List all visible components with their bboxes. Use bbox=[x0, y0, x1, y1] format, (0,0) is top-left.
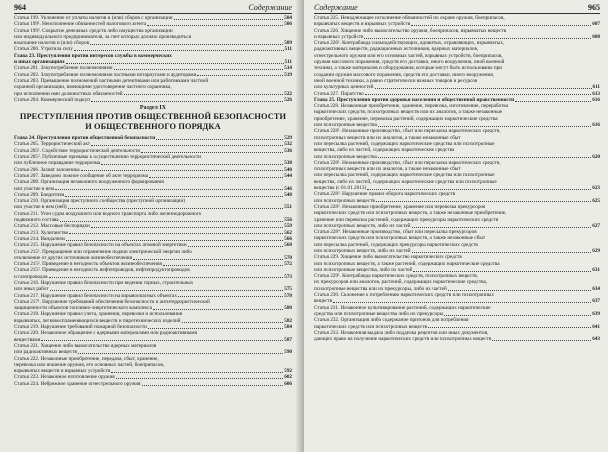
toc-leader-dots bbox=[91, 144, 283, 146]
toc-page-number: 572 bbox=[284, 261, 292, 268]
toc-entry-text: Глава 24. Преступления против общественной безопасности bbox=[14, 135, 156, 142]
toc-entry-text: Статья 213. Хулиганство bbox=[14, 229, 69, 236]
toc-entry-text: наркотических средств или психотропных веществ, а также незаконные приобретение, bbox=[314, 210, 507, 217]
toc-entry-text: Статья 205. Террористический акт bbox=[14, 141, 91, 148]
toc-entry-text: подвижного состава bbox=[14, 217, 59, 224]
toc-leader-dots bbox=[147, 24, 283, 26]
toc-page-number: 616 bbox=[592, 96, 600, 103]
toc-entry-text: или психотропные вещества, либо их частей bbox=[314, 266, 413, 273]
toc-page-number: 566 bbox=[284, 235, 292, 242]
left-page-header bbox=[14, 3, 292, 14]
toc-leader-dots bbox=[116, 377, 284, 379]
toc-entry-text: Статья 204. Коммерческий подкуп bbox=[14, 96, 90, 103]
toc-entry-text: или пересылка растений, содержащих наркотические средства или психотропные bbox=[314, 172, 495, 179]
toc-entry-text: взыскание налогов и (или) сборов bbox=[14, 40, 90, 47]
toc-entry-text: или публичное оправдание терроризма bbox=[14, 160, 101, 167]
section-label: Раздел IX bbox=[139, 105, 167, 112]
toc-page-number: 637 bbox=[592, 298, 600, 305]
toc-leader-dots bbox=[428, 326, 591, 328]
toc-entry-text: Статья 215. Нарушение правил безопасности на объектах атомной энергетики bbox=[14, 242, 187, 249]
toc-entry-text: или психотропные вещества bbox=[314, 122, 377, 129]
toc-entry-text: Статья 205². Публичные призывы к осуществлению террористической деятельности bbox=[14, 154, 202, 161]
toc-page-number: 643 bbox=[592, 336, 600, 343]
toc-page-number: 631 bbox=[592, 266, 600, 273]
toc-entry-text: Статья 221. Хищение либо вымогательство ядерных материалов bbox=[14, 342, 157, 349]
toc-page-number: 506 bbox=[284, 21, 292, 28]
toc-entry-text: Статья 212. Массовые беспорядки bbox=[14, 223, 90, 230]
left-toc-list-bottom bbox=[14, 135, 292, 387]
toc-entry-text: веществ bbox=[314, 298, 333, 305]
toc-page-number: 551 bbox=[284, 204, 292, 211]
toc-leader-dots bbox=[101, 163, 283, 165]
toc-entry-row bbox=[14, 381, 292, 387]
toc-entry-text: Статья 218. Нарушение правил учета, хранения, перевозки и использования bbox=[14, 311, 183, 318]
toc-leader-dots bbox=[492, 339, 591, 341]
toc-entry-row bbox=[14, 97, 292, 103]
toc-leader-dots bbox=[182, 321, 284, 323]
toc-entry-text: Статья 207. Заведомо ложное сообщение об акте терроризма bbox=[14, 172, 149, 179]
toc-leader-dots bbox=[367, 188, 591, 190]
toc-page-number: 538 bbox=[284, 160, 292, 167]
toc-page-number: 568 bbox=[284, 242, 292, 249]
toc-leader-dots bbox=[149, 176, 283, 178]
toc-entry-text: Статья 232. Организация либо содержание притонов для потребления bbox=[314, 317, 469, 324]
toc-leader-dots bbox=[41, 339, 283, 341]
toc-leader-dots bbox=[111, 371, 283, 373]
toc-leader-dots bbox=[60, 220, 284, 222]
toc-entry-text: дающих право на получение наркотических средств или психотропных веществ bbox=[314, 336, 492, 343]
toc-entry-text: при исполнении ими должностных обязанностей bbox=[14, 90, 123, 97]
toc-leader-dots bbox=[66, 239, 283, 241]
toc-leader-dots bbox=[376, 200, 591, 202]
toc-page-number: 532 bbox=[284, 141, 292, 148]
toc-leader-dots bbox=[65, 195, 283, 197]
toc-entry-text: вещества (с 01.01.2013) bbox=[314, 185, 367, 192]
toc-entry-text: Статья 226¹. Контрабанда сильнодействующих, ядовитых, отравляющих, взрывчатых, bbox=[314, 40, 505, 47]
toc-entry-text: радиоактивных веществ, радиационных источников, ядерных материалов, bbox=[314, 46, 479, 53]
toc-page-number: 519 bbox=[284, 71, 292, 78]
toc-leader-dots bbox=[81, 169, 284, 171]
toc-leader-dots bbox=[69, 232, 283, 234]
toc-entry-text: Статья 228⁴. Незаконные производство, сбыт или пересылка прекурсоров bbox=[314, 229, 477, 236]
toc-entry-text: Глава 23. Преступления против интересов службы в коммерческих bbox=[14, 52, 172, 59]
toc-entry-text: Статья 210. Организация преступного сообщества (преступной организации) bbox=[14, 198, 185, 205]
toc-entry-text: Статья 228¹. Незаконные производство, сбыт или пересылка наркотических средств, bbox=[314, 128, 501, 135]
toc-page-number: 608 bbox=[592, 33, 600, 40]
toc-page-number: 639 bbox=[592, 310, 600, 317]
left-page-number: 964 bbox=[14, 3, 26, 12]
toc-entry-text: наркотических средств или психотропных веществ bbox=[314, 323, 427, 330]
left-page bbox=[0, 0, 300, 452]
toc-leader-dots bbox=[174, 18, 284, 20]
toc-entry-text: и иных организациях bbox=[14, 59, 65, 66]
toc-entry-text: перевозка или ношение оружия, его основных частей, боеприпасов, bbox=[14, 361, 165, 368]
toc-leader-dots bbox=[91, 100, 283, 102]
toc-page-number: 613 bbox=[592, 90, 600, 97]
toc-page-number: 575 bbox=[284, 286, 292, 293]
toc-page-number: 540 bbox=[284, 166, 292, 173]
toc-leader-dots bbox=[444, 314, 591, 316]
toc-leader-dots bbox=[412, 251, 592, 253]
toc-entry-text: или иных работ bbox=[14, 286, 49, 293]
toc-page-number: 616 bbox=[592, 122, 600, 129]
toc-entry-text: отключение от других источников жизнеобеспечения bbox=[14, 254, 132, 261]
toc-entry-text: Статья 220. Незаконное обращение с ядерными материалами или радиоактивными bbox=[14, 330, 198, 337]
toc-entry-text: психотропных веществ или их аналогов, а также незаконные сбыт bbox=[314, 134, 461, 141]
toc-entry-text: Статья 228². Нарушение правил оборота наркотических средств bbox=[314, 191, 456, 198]
toc-leader-dots bbox=[153, 308, 283, 310]
toc-leader-dots bbox=[141, 151, 283, 153]
toc-leader-dots bbox=[133, 258, 283, 260]
toc-page-number: 602 bbox=[284, 374, 292, 381]
toc-leader-dots bbox=[156, 138, 283, 140]
toc-page-number: 629 bbox=[592, 247, 600, 254]
toc-leader-dots bbox=[68, 207, 284, 209]
toc-page-number: 562 bbox=[284, 229, 292, 236]
toc-page-number: 511 bbox=[284, 59, 292, 66]
left-toc-list-top bbox=[14, 15, 292, 103]
section-title-line-1: ПРЕСТУПЛЕНИЯ ПРОТИВ ОБЩЕСТВЕННОЙ БЕЗОПАСНОСТИ bbox=[19, 112, 287, 122]
toc-entry-text: охранной организации, имеющими удостоверение частного охранника, bbox=[14, 84, 172, 91]
toc-page-number: 509 bbox=[284, 40, 292, 47]
toc-entry-text: Статья 217¹. Нарушение требований обеспечения безопасности и антитеррористической bbox=[14, 298, 210, 305]
toc-entry-text: или психотропные вещества bbox=[314, 153, 377, 160]
toc-entry-text: Статья 202. Злоупотребление полномочиями частными нотариусами и аудиторами bbox=[14, 71, 197, 78]
toc-entry-text: или индивидуального предпринимателя, за счет которых должно производиться bbox=[14, 33, 192, 40]
toc-leader-dots bbox=[142, 384, 284, 386]
toc-entry-text: Статья 228¹. Незаконные производство, сбыт или пересылка наркотических средств, bbox=[314, 159, 501, 166]
toc-page-number: 546 bbox=[284, 185, 292, 192]
toc-leader-dots bbox=[124, 93, 284, 95]
toc-entry-text: Статья 229. Хищение либо вымогательство наркотических средств bbox=[314, 254, 462, 261]
toc-entry-text: или пересылка растений, содержащих наркотические средства или психотропные bbox=[314, 140, 495, 147]
toc-page-number: 570 bbox=[284, 254, 292, 261]
toc-entry-text: и взрывных устройств bbox=[314, 33, 364, 40]
toc-entry-text: Статья 229¹. Контрабанда наркотических средств, психотропных веществ, bbox=[314, 273, 478, 280]
toc-entry-row bbox=[314, 336, 600, 342]
toc-entry-text: их прекурсоров или аналогов, растений, содержащих наркотические средства, bbox=[314, 279, 488, 286]
right-page-number: 965 bbox=[588, 3, 600, 12]
toc-page-number: 587 bbox=[284, 336, 292, 343]
left-running-title: Содержание bbox=[248, 3, 292, 12]
toc-entry-text: вещества, либо их частей, содержащих наркотические средства или психотропные bbox=[314, 178, 497, 185]
toc-page-number: 511 bbox=[284, 46, 292, 53]
toc-entry-text: хранение или перевозка растений, содержащих прекурсоры наркотических средств bbox=[314, 216, 499, 223]
toc-leader-dots bbox=[91, 226, 283, 228]
toc-entry-text: или культурных ценностей bbox=[314, 84, 374, 91]
toc-entry-text: создании оружия массового поражения, средств его доставки, иного вооружения, bbox=[314, 71, 495, 78]
toc-entry-text: Статья 230. Склонение к потреблению наркотических средств или психотропных bbox=[314, 292, 494, 299]
toc-entry-text: средства или психотропные вещества либо их прекурсоры bbox=[314, 310, 444, 317]
toc-page-number: 522 bbox=[284, 90, 292, 97]
toc-leader-dots bbox=[55, 188, 283, 190]
toc-entry-text: или психотропных веществ, а также растений, содержащих наркотические средства bbox=[314, 260, 500, 267]
toc-entry-text: Статья 215³. Приведение в негодность нефтепроводов, нефтепродуктопроводов bbox=[14, 267, 190, 274]
toc-leader-dots bbox=[412, 226, 592, 228]
toc-entry-text: Статья 205¹. Содействие террористической деятельности bbox=[14, 147, 141, 154]
toc-leader-dots bbox=[163, 264, 283, 266]
right-toc-list bbox=[314, 15, 600, 342]
toc-page-number: 514 bbox=[284, 65, 292, 72]
toc-entry-text: Статья 227. Пиратство bbox=[314, 90, 364, 97]
toc-leader-dots bbox=[411, 24, 591, 26]
toc-entry-text: Статья 215¹. Прекращение или ограничение подачи электрической энергии либо bbox=[14, 248, 192, 255]
toc-entry-text: Статья 199². Сокрытие денежных средств либо имущества организации bbox=[14, 27, 173, 34]
toc-entry-text: Статья 223. Незаконное изготовление оружия bbox=[14, 374, 115, 381]
toc-page-number: 544 bbox=[284, 172, 292, 179]
toc-page-number: 536 bbox=[284, 147, 292, 154]
toc-entry-text: оружия массового поражения, средств его доставки, иного вооружения, иной военной bbox=[314, 59, 505, 66]
toc-leader-dots bbox=[188, 245, 284, 247]
toc-entry-text: Статья 216. Нарушение правил безопасности при ведении горных, строительных bbox=[14, 279, 194, 286]
toc-page-number: 580 bbox=[284, 305, 292, 312]
toc-leader-dots bbox=[375, 87, 592, 89]
toc-entry-text: Статья 200. Утратила силу bbox=[14, 46, 73, 53]
toc-leader-dots bbox=[378, 156, 591, 158]
toc-page-number: 529 bbox=[284, 135, 292, 142]
toc-leader-dots bbox=[66, 62, 284, 64]
toc-entry-text: или психотропных веществ, либо их частей bbox=[314, 222, 411, 229]
toc-leader-dots bbox=[333, 301, 591, 303]
toc-entry-text: Статья 226. Хищение либо вымогательство оружия, боеприпасов, взрывчатых веществ bbox=[314, 27, 507, 34]
toc-leader-dots bbox=[114, 68, 284, 70]
toc-entry-text: и газопроводов bbox=[14, 273, 48, 280]
toc-entry-text: вещества, либо их частей, содержащих наркотические средства bbox=[314, 147, 455, 154]
toc-entry-text: огнестрельного оружия или его основных частей, взрывных устройств, боеприпасов, bbox=[314, 52, 503, 59]
toc-leader-dots bbox=[364, 37, 591, 39]
toc-page-number: 590 bbox=[284, 349, 292, 356]
toc-leader-dots bbox=[148, 327, 283, 329]
toc-entry-text: Статья 219. Нарушение требований пожарной безопасности bbox=[14, 324, 147, 331]
toc-page-number: 573 bbox=[284, 273, 292, 280]
toc-entry-text: или радиоактивных веществ bbox=[14, 349, 77, 356]
toc-entry-text: или участие в нем bbox=[14, 185, 54, 192]
toc-page-number: 625 bbox=[592, 197, 600, 204]
toc-entry-text: психотропные вещества или их прекурсоры, либо их частей bbox=[314, 285, 447, 292]
toc-entry-text: Статья 228. Незаконные приобретение, хранение, перевозка, изготовление, переработка bbox=[314, 103, 509, 110]
toc-entry-text: техники, а также материалов и оборудования, которые могут быть использованы при bbox=[314, 65, 502, 72]
toc-leader-dots bbox=[90, 43, 283, 45]
toc-entry-text: Статья 224. Небрежное хранение огнестрельного оружия bbox=[14, 380, 141, 387]
toc-entry-text: Статья 211. Угон судна воздушного или водного транспорта либо железнодорожного bbox=[14, 210, 202, 217]
toc-entry-text: Статья 199¹. Неисполнение обязанностей налогового агента bbox=[14, 21, 147, 28]
toc-entry-text: или пересылка растений, содержащих прекурсоры наркотических средств bbox=[314, 241, 478, 248]
toc-entry-text: веществами bbox=[14, 336, 41, 343]
toc-leader-dots bbox=[178, 295, 283, 297]
toc-page-number: 620 bbox=[592, 153, 600, 160]
toc-entry-text: взрывчатых веществ и взрывных устройств bbox=[14, 368, 111, 375]
toc-page-number: 592 bbox=[284, 368, 292, 375]
toc-page-number: 627 bbox=[592, 222, 600, 229]
toc-entry-text: Статья 222. Незаконные приобретение, передача, сбыт, хранение, bbox=[14, 355, 159, 362]
toc-page-number: 559 bbox=[284, 223, 292, 230]
toc-page-number: 584 bbox=[284, 324, 292, 331]
toc-entry-text: психотропных веществ или их аналогов, а также незаконные сбыт bbox=[314, 166, 461, 173]
toc-page-number: 641 bbox=[592, 323, 600, 330]
toc-page-number: 606 bbox=[284, 380, 292, 387]
toc-leader-dots bbox=[197, 74, 283, 76]
toc-entry-text: Статья 206. Захват заложника bbox=[14, 166, 80, 173]
toc-entry-text: Статья 203. Превышение полномочий частными детективами или работниками частной bbox=[14, 77, 209, 84]
toc-entry-text: Глава 25. Преступления против здоровья населения и общественной нравственности bbox=[314, 96, 515, 103]
toc-page-number: 548 bbox=[284, 191, 292, 198]
right-page bbox=[304, 0, 608, 452]
toc-entry-text: или психотропных веществ bbox=[314, 197, 375, 204]
toc-entry-text: защищенности объектов топливно-энергетического комплекса bbox=[14, 305, 153, 312]
toc-entry-text: иной военной техники, а равно стратегически важных товаров и ресурсов bbox=[314, 77, 478, 84]
toc-entry-text: или психотропных веществ, либо их частей bbox=[314, 247, 411, 254]
right-running-title: Содержание bbox=[314, 3, 358, 12]
toc-entry-text: Статья 231. Незаконное культивирование растений, содержащих наркотические bbox=[314, 304, 491, 311]
toc-entry-text: наркотических средств, психотропных веществ или их аналогов, а также незаконные bbox=[314, 109, 502, 116]
toc-page-number: 578 bbox=[284, 292, 292, 299]
section-heading bbox=[14, 105, 292, 132]
toc-page-number: 623 bbox=[592, 185, 600, 192]
toc-leader-dots bbox=[515, 100, 591, 102]
toc-entry-text: Статья 208. Организация незаконного вооруженного формирования bbox=[14, 179, 164, 186]
toc-entry-text: Статья 201. Злоупотребление полномочиями bbox=[14, 65, 113, 72]
toc-page-number: 556 bbox=[284, 217, 292, 224]
toc-entry-text: Статья 217. Нарушение правил безопасности на взрывоопасных объектах bbox=[14, 292, 177, 299]
section-title-line-2: И ОБЩЕСТВЕННОГО ПОРЯДКА bbox=[85, 122, 221, 132]
toc-leader-dots bbox=[50, 289, 284, 291]
toc-page-number: 504 bbox=[284, 15, 292, 21]
toc-entry-text: приобретение, хранение, перевозка растений, содержащих наркотические средства bbox=[314, 115, 498, 122]
toc-page-number: 607 bbox=[592, 21, 600, 28]
toc-entry-text: Статья 199. Уклонение от уплаты налогов и (или) сборов с организации bbox=[14, 15, 173, 21]
toc-page-number: 634 bbox=[592, 285, 600, 292]
toc-entry-text: или участие в нем (ней) bbox=[14, 204, 67, 211]
toc-page-number: 582 bbox=[284, 317, 292, 324]
toc-entry-text: взрывчатых веществ и взрывных устройств bbox=[314, 21, 411, 28]
toc-leader-dots bbox=[448, 289, 591, 291]
toc-leader-dots bbox=[365, 93, 591, 95]
toc-leader-dots bbox=[74, 49, 284, 51]
toc-leader-dots bbox=[78, 352, 283, 354]
right-page-header bbox=[314, 3, 600, 14]
toc-leader-dots bbox=[413, 270, 591, 272]
toc-entry-text: Статья 233. Незаконная выдача либо подделка рецептов или иных документов, bbox=[314, 329, 489, 336]
toc-leader-dots bbox=[378, 125, 591, 127]
toc-entry-text: взрывчатых, легковоспламеняющихся веществ и пиротехнических изделий bbox=[14, 317, 181, 324]
toc-entry-text: Статья 228³. Незаконные приобретение, хранение или перевозка прекурсоров bbox=[314, 203, 486, 210]
toc-entry-text: наркотических средств или психотропных веществ, а также незаконные сбыт bbox=[314, 235, 486, 242]
toc-page-number: 526 bbox=[284, 96, 292, 103]
toc-entry-text: Статья 214. Вандализм bbox=[14, 235, 65, 242]
toc-page-number: 611 bbox=[592, 84, 600, 91]
toc-leader-dots bbox=[49, 276, 284, 278]
toc-entry-text: Статья 215². Приведение в негодность объектов жизнеобеспечения bbox=[14, 261, 162, 268]
toc-entry-text: Статья 225. Ненадлежащее исполнение обязанностей по охране оружия, боеприпасов, bbox=[314, 15, 505, 21]
toc-entry-text: Статья 209. Бандитизм bbox=[14, 191, 65, 198]
